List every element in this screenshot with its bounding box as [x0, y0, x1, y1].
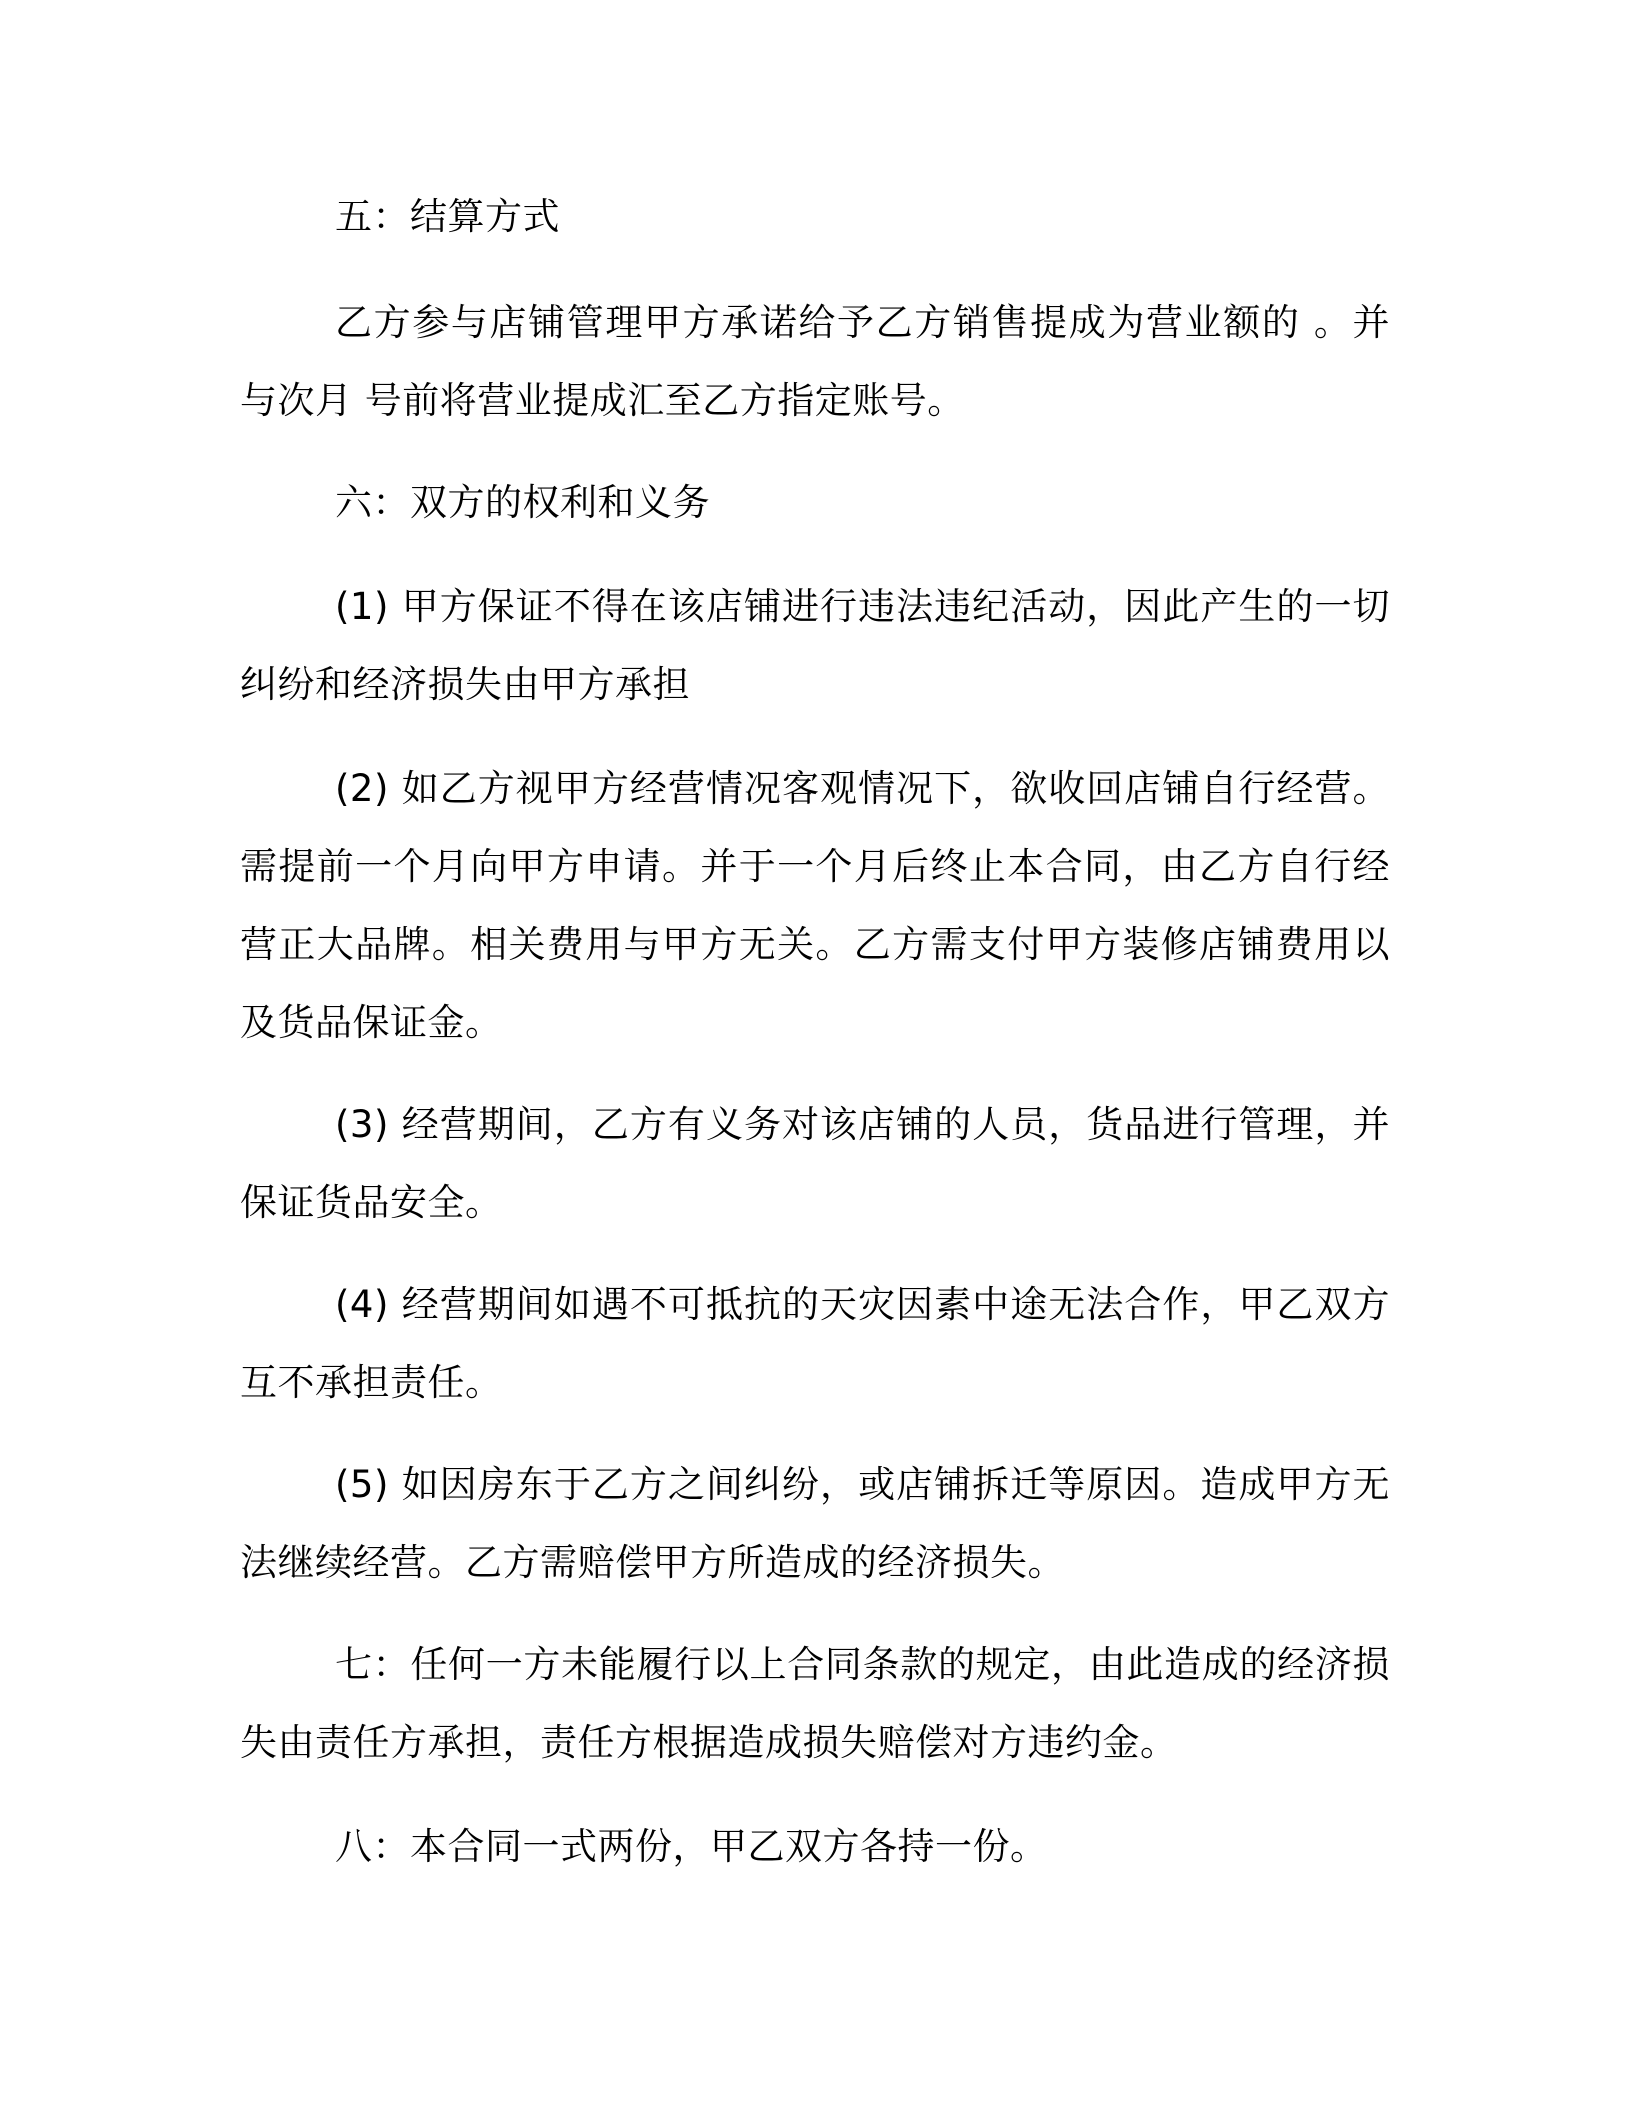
section-heading-rights-obligations: 六：双方的权利和义务	[335, 481, 710, 524]
clause-5: (5) 如因房东于乙方之间纠纷，或店铺拆迁等原因。造成甲方无法继续经营。乙方需赔偿甲方所造成的经济损失。	[240, 1463, 1390, 1584]
section-heading-settlement: 五：结算方式	[335, 195, 560, 238]
clause-4: (4) 经营期间如遇不可抵抗的天灾因素中途无法合作，甲乙双方互不承担责任。	[240, 1283, 1390, 1404]
clause-3: (3) 经营期间，乙方有义务对该店铺的人员，货品进行管理，并保证货品安全。	[240, 1103, 1390, 1224]
section-copies: 八：本合同一式两份，甲乙双方各持一份。	[335, 1825, 1048, 1868]
clause-2: (2) 如乙方视甲方经营情况客观情况下，欲收回店铺自行经营。需提前一个月向甲方申请。并于一个月后终止本合同，由乙方自行经营正大品牌。相关费用与甲方无关。乙方需支付甲方装修店铺费用以及货品保证金。	[240, 767, 1390, 1044]
clause-1: (1) 甲方保证不得在该店铺进行违法违纪活动，因此产生的一切纠纷和经济损失由甲方承担	[240, 585, 1390, 706]
section-liability: 七：任何一方未能履行以上合同条款的规定，由此造成的经济损失由责任方承担，责任方根据造成损失赔偿对方违约金。	[240, 1643, 1390, 1764]
paragraph-settlement-terms: 乙方参与店铺管理甲方承诺给予乙方销售提成为营业额的 。并与次月 号前将营业提成汇至乙方指定账号。	[240, 301, 1390, 422]
